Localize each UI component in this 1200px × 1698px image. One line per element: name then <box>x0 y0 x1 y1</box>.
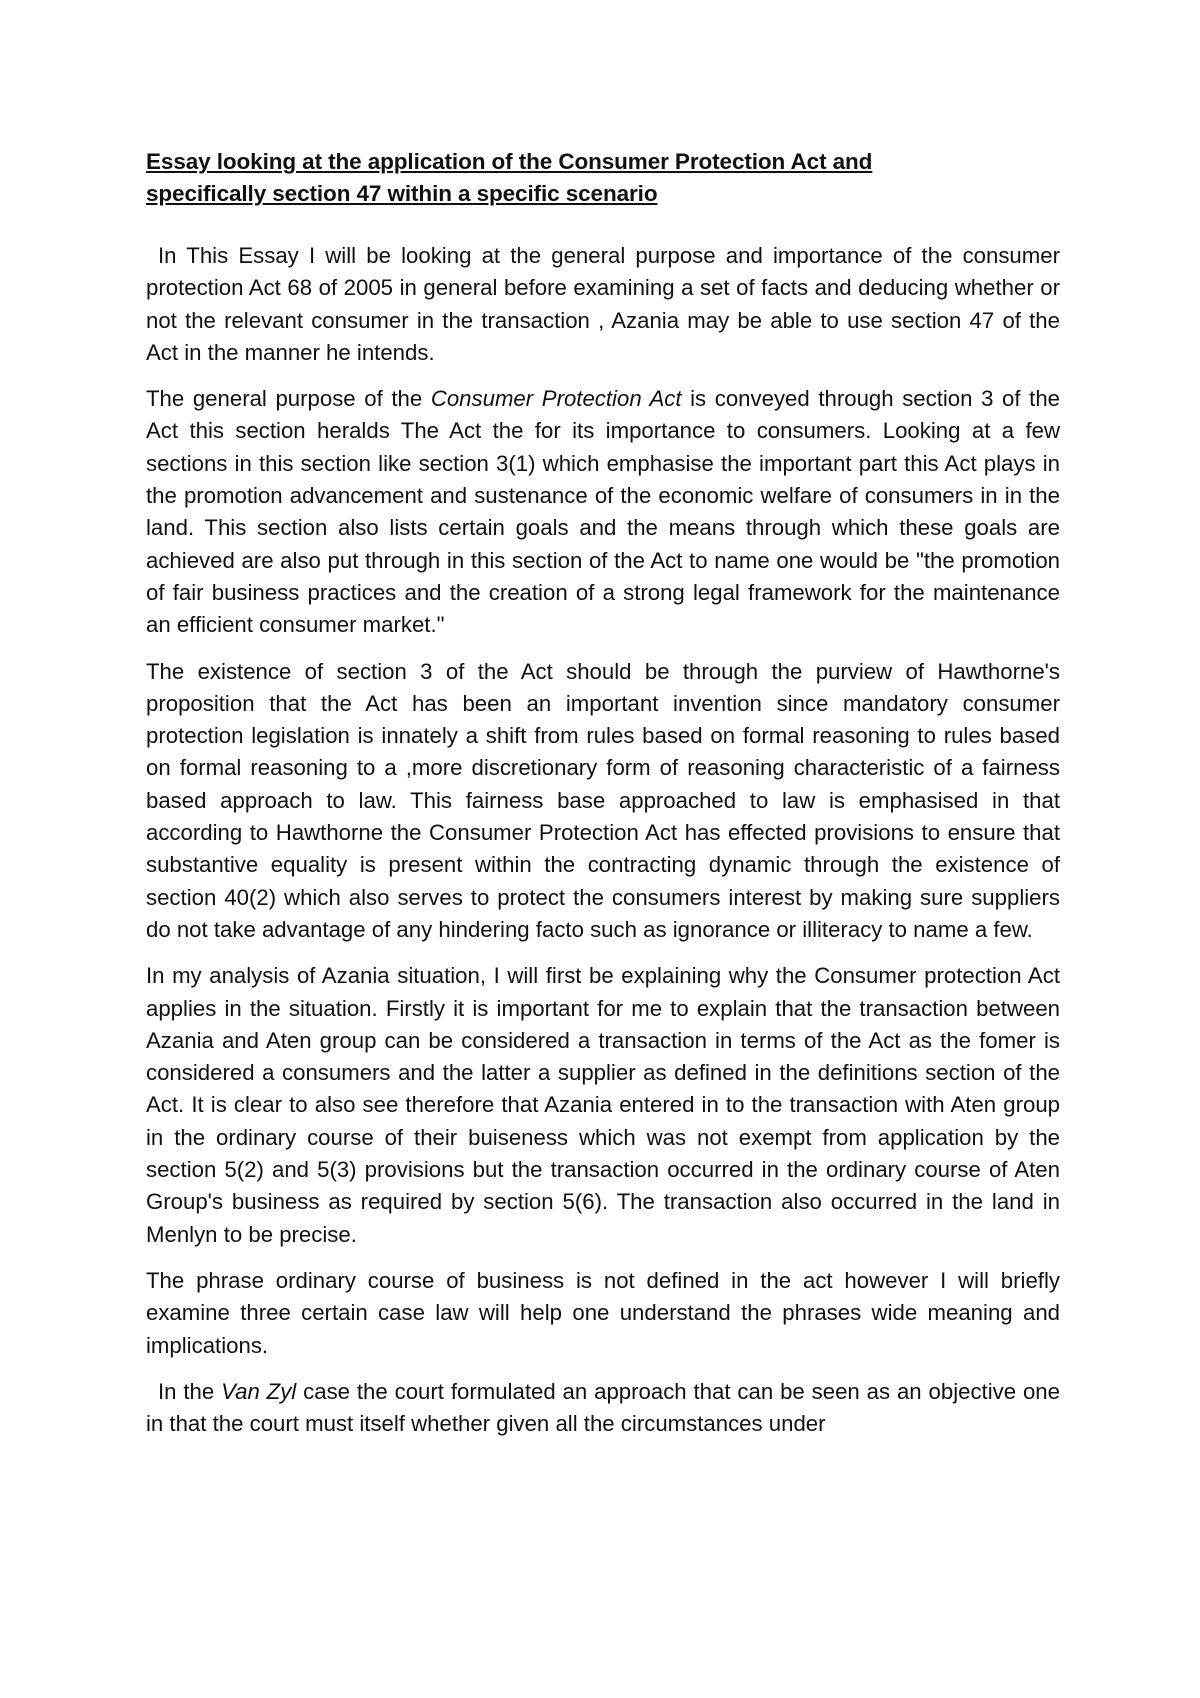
paragraph-azania-analysis: In my analysis of Azania situation, I will first be explaining why the Consumer protection Act applies in the situation. Firstly it is important for me to explain that the transaction between Azania and Aten group can be considered a transaction in terms of the Act as the fomer is considered a consumers and the latter a supplier as defined in the definitions section of the Act. It is clear to also see therefore that Azania entered in to the transaction with Aten group in the ordinary course of their buiseness which was not exempt from application by the section 5(2) and 5(3) provisions but the transaction occurred in the ordinary course of Aten Group's business as required by section 5(6). The transaction also occurred in the land in Menlyn to be precise. <box>146 963 1060 1247</box>
paragraph-van-zyl-text-start: In the <box>158 1378 222 1404</box>
paragraph-general-purpose-text-start: The general purpose of the <box>146 386 431 412</box>
essay-title-line-2: specifically section 47 within a specific scenario <box>146 181 658 206</box>
paragraph-general-purpose <box>146 383 1060 641</box>
document-body <box>146 146 1060 1454</box>
essay-title <box>146 146 1060 210</box>
paragraph-van-zyl-text-end: case the court formulated an approach that can be seen as an objective one in that the court must itself whether given all the circumstances under <box>146 1378 1060 1437</box>
paragraph-ordinary-course: The phrase ordinary course of business is not defined in the act however I will briefly examine three certain case law will help one understand the phrases wide meaning and implications. <box>146 1267 1060 1358</box>
act-name-italic: Consumer Protection Act <box>430 386 682 412</box>
essay-title-line-1: Essay looking at the application of the Consumer Protection Act and <box>146 149 873 174</box>
case-name-italic: Van Zyl <box>221 1378 297 1404</box>
paragraph-van-zyl-case <box>146 1376 1060 1441</box>
paragraph-section-3-hawthorne: The existence of section 3 of the Act should be through the purview of Hawthorne's proposition that the Act has been an important invention since mandatory consumer protection legislation is innately a shift from rules based on formal reasoning to rules based on formal reasoning to a ,more discretionary form of reasoning characteristic of a fairness based approach to law. This fairness base approached to law is emphasised in that according to Hawthorne the Consumer Protection Act has effected provisions to ensure that substantive equality is present within the contracting dynamic through the existence of section 40(2) which also serves to protect the consumers interest by making sure suppliers do not take advantage of any hindering facto such as ignorance or illiteracy to name a few. <box>146 658 1060 942</box>
paragraph-general-purpose-text-end: is conveyed through section 3 of the Act this section heralds The Act the for its importance to consumers. Looking at a few sections in this section like section 3(1) which emphasise the important part this Act plays in the promotion advancement and sustenance of the economic welfare of consumers in in the land. This section also lists certain goals and the means through which these goals are achieved are also put through in this section of the Act to name one would be "the promotion of fair business practices and the creation of a strong legal framework for the maintenance an efficient consumer market." <box>146 386 1060 638</box>
paragraph-introduction: In This Essay I will be looking at the general purpose and importance of the consumer protection Act 68 of 2005 in general before examining a set of facts and deducing whether or not the relevant consumer in the transaction , Azania may be able to use section 47 of the Act in the manner he intends. <box>146 243 1060 365</box>
